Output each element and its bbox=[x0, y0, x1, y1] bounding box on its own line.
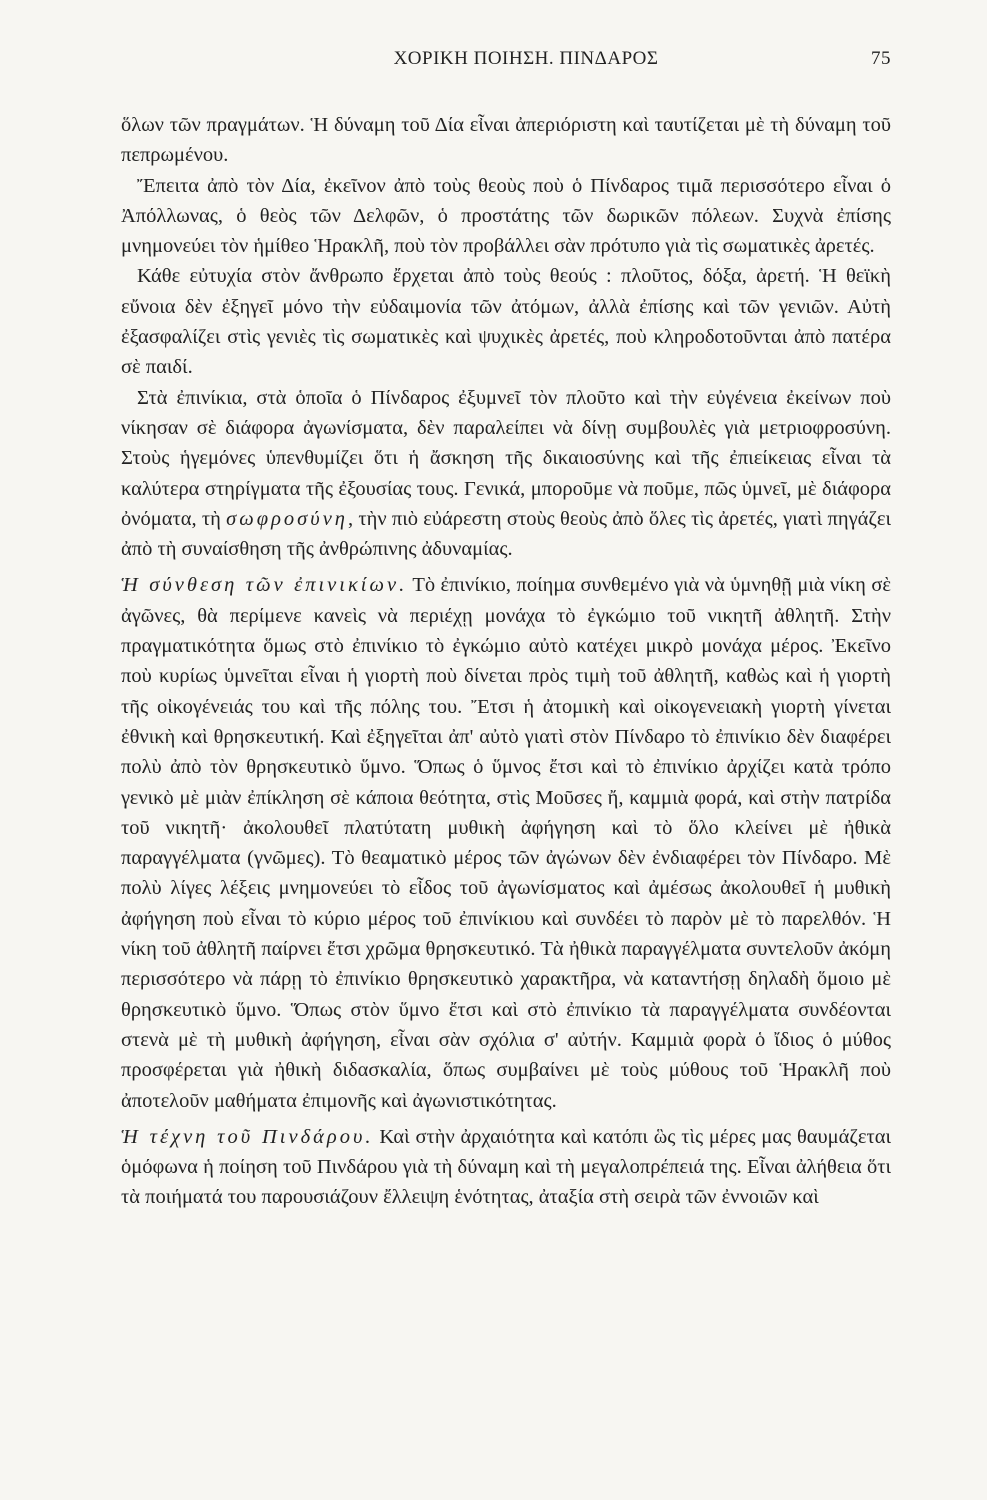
paragraph-text: ὅλων τῶν πραγμάτων. Ἡ δύναμη τοῦ Δία εἶναι ἀπεριόριστη καὶ ταυτίζεται μὲ τὴ δύναμη τοῦ πεπρωμένου. bbox=[121, 114, 891, 167]
body-text bbox=[121, 110, 891, 1213]
section-heading: Ἡ σύνθεση τῶν ἐπινικίων. bbox=[121, 574, 408, 597]
paragraph bbox=[121, 110, 891, 171]
section-paragraph bbox=[121, 1122, 891, 1213]
paragraph-text: Κάθε εὐτυχία στὸν ἄνθρωπο ἔρχεται ἀπὸ τοὺς θεούς : πλοῦτος, δόξα, ἀρετή. Ἡ θεϊκὴ εὔνοια δὲν ἐξηγεῖ μόνο τὴν εὐδαιμονία τῶν ἀτόμων, ἀλλὰ ἐπίσης καὶ τῶν γενιῶν. Αὐτὴ ἐξασφαλίζει στὶς γενιὲς τὶς σωματικὲς καὶ ψυχικὲς ἀρετές, ποὺ κληροδοτοῦνται ἀπὸ πατέρα σὲ παιδί. bbox=[121, 265, 891, 379]
running-title: ΧΟΡΙΚΗ ΠΟΙΗΣΗ. ΠΙΝΔΑΡΟΣ bbox=[393, 48, 659, 69]
section-heading: Ἡ τέχνη τοῦ Πινδάρου. bbox=[121, 1125, 374, 1148]
page-number: 75 bbox=[871, 48, 891, 69]
section-paragraph bbox=[121, 570, 891, 1115]
paragraph-text: Τὸ ἐπινίκιο, ποίημα συνθεμένο γιὰ νὰ ὑμνηθῇ μιὰ νίκη σὲ ἀγῶνες, θὰ περίμενε κανεὶς νὰ περιέχῃ μονάχα τὸ ἐγκώμιο τοῦ νικητῆ ἀθλητῆ. Στὴν πραγματικότητα ὅμως στὸ ἐπινίκιο τὸ ἐγκώμιο αὐτὸ κατέχει μικρὸ μονάχα μέρος. Ἐκεῖνο ποὺ κυρίως ὑμνεῖται εἶναι ἡ γιορτὴ ποὺ δίνεται πρὸς τιμὴ τοῦ ἀθλητῆ, καθὼς καὶ ἡ γιορτὴ τῆς οἰκογένειάς του καὶ τῆς πόλης του. Ἔτσι ἡ ἀτομικὴ καὶ οἰκογενειακὴ γιορτὴ γίνεται ἐθνικὴ καὶ θρησκευτική. Καὶ ἐξηγεῖται ἀπ' αὐτὸ γιατὶ στὸν Πίνδαρο τὸ ἐπινίκιο δὲν διαφέρει πολὺ ἀπὸ τὸν θρησκευτικὸ ὕμνο. Ὅπως ὁ ὕμνος ἔτσι καὶ τὸ ἐπινίκιο ἀρχίζει κατὰ τρόπο γενικὸ μὲ μιὰν ἐπίκληση σὲ κάποια θεότητα, στὶς Μοῦσες ἤ, καμμιὰ φορά, καὶ στὴν πατρίδα τοῦ νικητῆ· ἀκολουθεῖ πλατύτατη μυθικὴ ἀφήγηση καὶ τὸ ὅλο κλείνει μὲ ἠθικὰ παραγγέλματα (γνῶμες). Τὸ θεαματικὸ μέρος τῶν ἀγώνων δὲν ἐνδιαφέρει τὸν Πίνδαρο. Μὲ πολὺ λίγες λέξεις μνημονεύει τὸ εἶδος τοῦ ἀγωνίσματος καὶ ἀμέσως ἀκολουθεῖ ἡ μυθικὴ ἀφήγηση ποὺ εἶναι τὸ κύριο μέρος τοῦ ἐπινίκιου καὶ συνδέει τὸ παρὸν μὲ τὸ παρελθόν. Ἡ νίκη τοῦ ἀθλητῆ παίρνει ἔτσι χρῶμα θρησκευτικό. Τὰ ἠθικὰ παραγγέλματα συντελοῦν ἀκόμη περισσότερο νὰ πάρῃ τὸ ἐπινίκιο θρησκευτικὸ χαρακτῆρα, νὰ καταντήσῃ δηλαδὴ ὅμοιο μὲ θρησκευτικὸ ὕμνο. Ὅπως στὸν ὕμνο ἔτσι καὶ στὸ ἐπινίκιο τὰ παραγγέλματα συνδέονται στενὰ μὲ τὴ μυθικὴ ἀφήγηση, εἶναι σὰν σχόλια σ' αὐτήν. Καμμιὰ φορὰ ὁ ἴδιος ὁ μύθος προσφέρεται γιὰ ἠθικὴ διδασκαλία, ὅπως συμβαίνει μὲ τοὺς μύθους τοῦ Ἡρακλῆ ποὺ ἀποτελοῦν μαθήματα ἐπιμονῆς καὶ ἀγωνιστικότητας. bbox=[121, 574, 891, 1112]
paragraph-text: Ἔπειτα ἀπὸ τὸν Δία, ἐκεῖνον ἀπὸ τοὺς θεοὺς ποὺ ὁ Πίνδαρος τιμᾶ περισσότερο εἶναι ὁ Ἀπόλλωνας, ὁ θεὸς τῶν Δελφῶν, ὁ προστάτης τῶν δωρικῶν πόλεων. Συχνὰ ἐπίσης μνημονεύει τὸν ἡμίθεο Ἡρακλῆ, ποὺ τὸν προβάλλει σὰν πρότυπο γιὰ τὶς σωματικὲς ἀρετές. bbox=[121, 174, 891, 258]
paragraph-text-rest: , τὴν πιὸ εὐάρεστη στοὺς θεοὺς ἀπὸ ὅλες τὶς ἀρετές, γιατὶ πηγάζει ἀπὸ τὴ συναίσθηση τῆς ἀνθρώπινης ἀδυναμίας. bbox=[121, 507, 892, 561]
paragraph bbox=[121, 261, 891, 382]
spaced-emphasis: σωφροσύνη bbox=[226, 507, 348, 530]
running-header bbox=[121, 48, 891, 88]
paragraph-text: Καὶ στὴν ἀρχαιότητα καὶ κατόπι ὣς τὶς μέρες μας θαυμάζεται ὁμόφωνα ἡ ποίηση τοῦ Πινδάρου γιὰ τὴ δύναμη καὶ τὴ μεγαλοπρέπειά της. Εἶναι ἀλήθεια ὅτι τὰ ποιήματά του παρουσιάζουν ἔλλειψη ἑνότητας, ἀταξία στὴ σειρὰ τῶν ἐννοιῶν καὶ bbox=[121, 1125, 891, 1209]
paragraph bbox=[121, 171, 891, 262]
paragraph bbox=[121, 383, 891, 565]
paragraph-text: Στὰ ἐπινίκια, στὰ ὁποῖα ὁ Πίνδαρος ἐξυμνεῖ τὸν πλοῦτο καὶ τὴν εὐγένεια ἐκείνων ποὺ νίκησαν σὲ διάφορα ἀγωνίσματα, δὲν παραλείπει νὰ δίνῃ συμβουλὲς γιὰ μετριοφροσύνη. Στοὺς ἡγεμόνες ὑπενθυμίζει ὅτι ἡ ἄσκηση τῆς δικαιοσύνης καὶ τῆς ἐπιείκειας εἶναι τὰ καλύτερα στηρίγματα τῆς ἐξουσίας τους. Γενικά, μποροῦμε νὰ ποῦμε, πῶς ὑμνεῖ, μὲ διάφορα ὀνόματα, τὴ bbox=[121, 386, 891, 530]
